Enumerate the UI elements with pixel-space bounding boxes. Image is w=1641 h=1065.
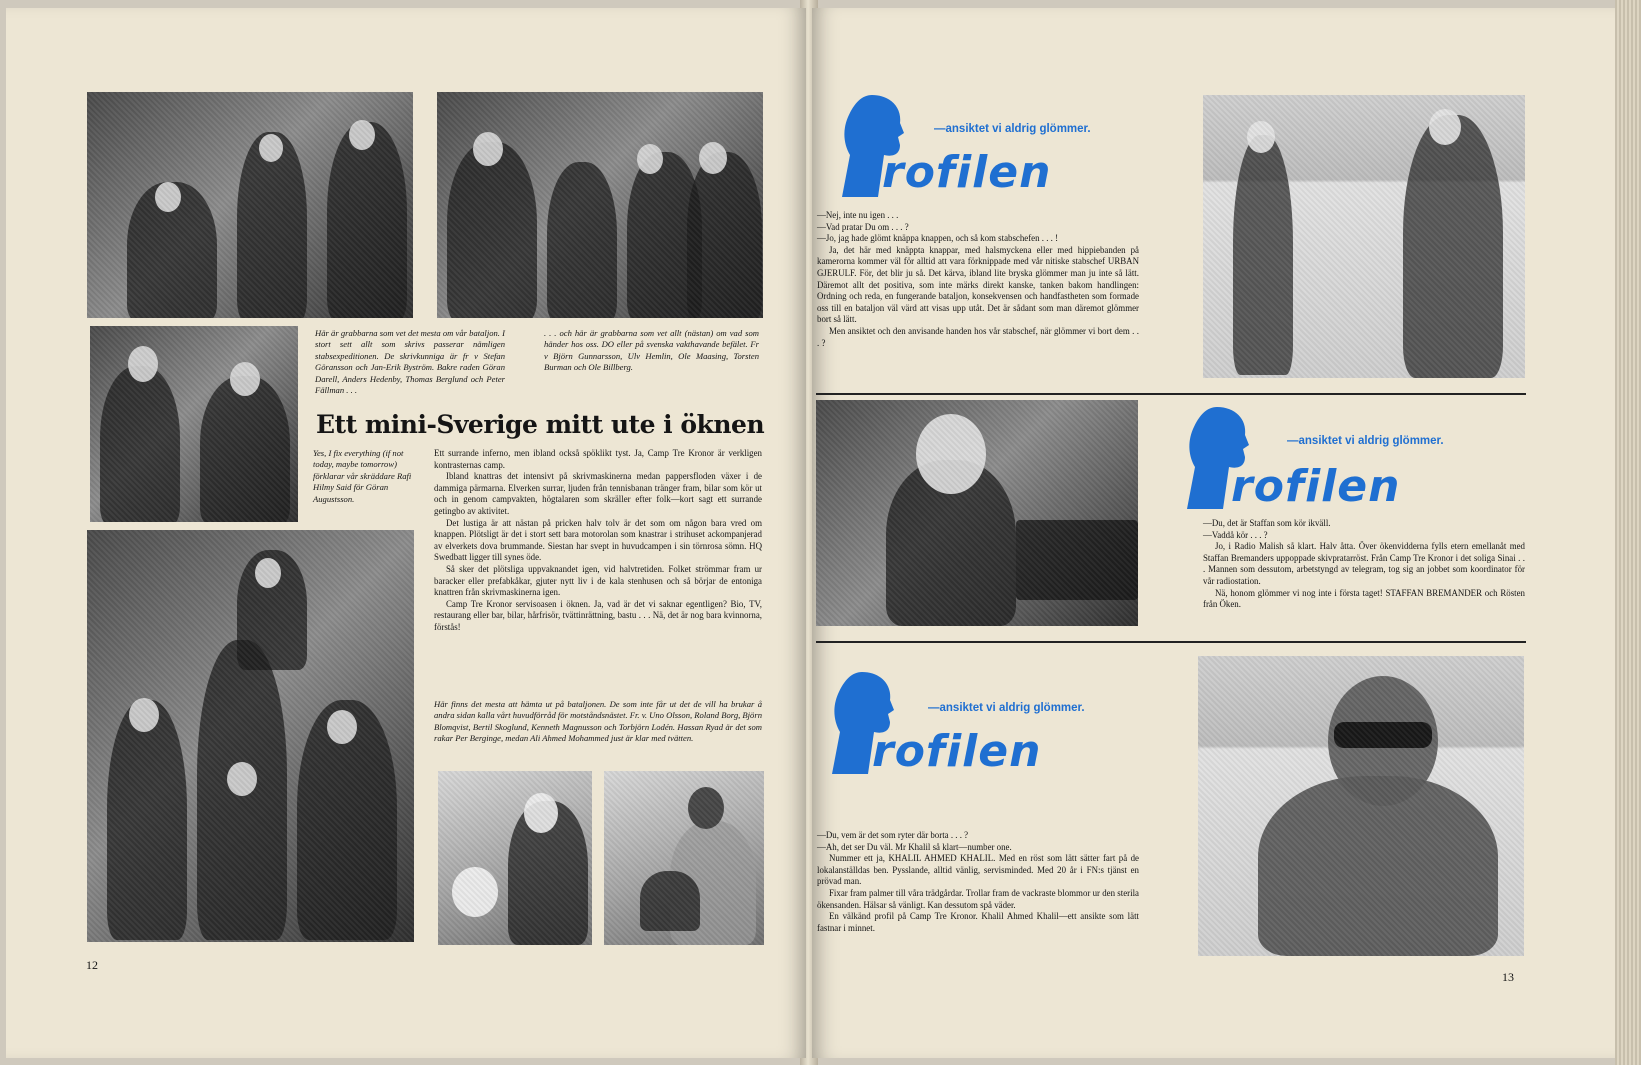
page-number-left: 12 <box>86 958 98 972</box>
logo-word: rofilen <box>882 147 1052 198</box>
photo-staff-office <box>87 92 413 318</box>
section-divider <box>816 641 1526 643</box>
profile-line: —Vaddå kör . . . ? <box>1203 529 1268 540</box>
photo-khalil <box>1198 656 1524 956</box>
caption-staff-office: Här är grabbarna som vet det mesta om vår bataljon. I stort sett allt som skrivs passerar nämligen stabsexpeditionen. De skrivkunniga är fr v Stefan Göransson och Jan-Erik Byström. Bakre raden Göran Darell, Anders Hedenby, Thomas Berglund och Peter Fällman . . . <box>315 328 505 396</box>
page-edges <box>1615 0 1641 1065</box>
profile-line: —Du, det är Staffan som kör ikväll. <box>1203 518 1331 528</box>
caption-tailor: Yes, I fix everything (if not today, maybe tomorrow) förklarar vår skräddare Rafi Hilmy Said för Göran Augustsson. <box>313 448 412 504</box>
photo-duty-officers <box>437 92 763 318</box>
logo-tagline: —ansiktet vi aldrig glömmer. <box>1287 435 1444 447</box>
photo-stabschef <box>1203 95 1525 378</box>
caption-duty-officers: . . . och här är grabbarna som vet allt (nästan) om vad som händer hos oss. DO eller på svenska vakthavande befälet. Fr v Björn Gunnarsson, Ulv Hemlin, Ole Maasing, Torsten Burman och Ole Billberg. <box>544 328 759 373</box>
article-headline: Ett mini-Sverige mitt ute i öknen <box>316 410 765 439</box>
article-paragraph: Ibland knattras det intensivt på skrivmaskinerna medan pappersfloden växer i de dammiga pärmarna. Elverken surrar, ljuden från tennisbanan tränger fram, bilar som kör ut och in genom campvakten, högtalaren som skräller efter folk—kort sagt ett surrande getingbo av aktivitet. <box>434 471 762 516</box>
page-number-right: 13 <box>1502 970 1514 984</box>
logo-word: rofilen <box>1231 461 1401 512</box>
section-divider <box>816 393 1526 395</box>
article-body <box>434 448 762 634</box>
profile-text-2 <box>1203 518 1525 611</box>
profilen-logo <box>842 93 1142 203</box>
photo-barber <box>438 771 592 945</box>
profilen-logo <box>1187 405 1487 515</box>
left-page <box>6 8 806 1058</box>
logo-tagline: —ansiktet vi aldrig glömmer. <box>934 123 1091 135</box>
article-paragraph: Det lustiga är att nästan på pricken halv tolv är det som om någon bara vred om knappen. Plötsligt är det i stort sett bara motorolan som knastrar i strihuset ackompanjerad av elverkets dova brummande. Siestan har svept in huvudcampen i sin törnrosa sömn. HQ Swedbatt ligger till synes öde. <box>434 517 762 563</box>
logo-tagline: —ansiktet vi aldrig glömmer. <box>928 702 1085 714</box>
article-paragraph: Så sker det plötsliga uppvaknandet igen, vid halvtretiden. Folket strömmar fram ur baracker eller prefabkåkar, gjuter nytt liv i de kala stenhusen och så börjar de entoniga knattren från skrivmaskinerna igen. <box>434 563 762 598</box>
profile-text-1 <box>817 210 1139 349</box>
profile-line: —Vad pratar Du om . . . ? <box>817 221 909 232</box>
photo-tailor <box>90 326 298 522</box>
profile-line: —Nej, inte nu igen . . . <box>817 210 899 220</box>
profile-line: Nä, honom glömmer vi nog inte i första taget! STAFFAN BREMANDER och Rösten från Öken. <box>1203 587 1525 610</box>
profile-line: —Du, vem är det som ryter där borta . . . ? <box>817 830 969 840</box>
profile-line: Fixar fram palmer till våra trädgårdar. Trollar fram de vackraste blommor ur den sterila ökensanden. Hälsar så vänligt. Kan dessutom spå väder. <box>817 887 1139 910</box>
photo-supply-store-group <box>87 530 414 942</box>
photo-laundry <box>604 771 764 945</box>
profile-line: En välkänd profil på Camp Tre Kronor. Khalil Ahmed Khalil—ett ansikte som lätt fastnar i minnet. <box>817 911 1139 933</box>
caption-supply-store: Här finns det mesta att hämta ut på bataljonen. De som inte får ut det de vill ha brukar å andra sidan kalla vårt huvudförråd för motståndsnästet. Fr. v. Uno Olsson, Roland Borg, Björn Blomqvist, Bertil Skoglund, Kenneth Magnusson och Torbjörn Lodén. Hassan Ryad är det som rakar Per Berginge, medan Ali Ahmed Mohammed just är klar med tvätten. <box>434 699 762 744</box>
profile-line: Jo, i Radio Malish så klart. Halv åtta. Över ökenvidderna fylls etern emellanåt med Staffan Bremanders uppoppade skivpratarröst. Från Camp Tre Kronor i det soliga Sinai . . . Mannen som dessutom, arbetstyngd av telegram, tog sig an jobbet som koordinator för vår radiostation. <box>1203 541 1525 586</box>
profile-line: Ja, det här med knäppta knappar, med halsmyckena eller med hippiebanden på kamerorna kommer väl för alltid att vara förknippade med vår nitiske stabschef URBAN GJERULF. För, det blir ju så. Det kärva, ibland lite bryska glömmer man ju inte så lätt. Däremot allt det positiva, som inte märks direkt kanske, tanken bakom handlingen: Ordning och reda, en fungerande bataljon, konsekvensen och handfastheten som formade oss till en bataljon väl värd att visas upp utåt. Det är sådant som man däremot glömmer bort så lätt. <box>817 244 1139 325</box>
article-paragraph: Camp Tre Kronor servisoasen i öknen. Ja, vad är det vi saknar egentligen? Bio, TV, restaurang eller bar, bilar, hårfrisör, tvättinrättning, bastu . . . Nä, det är nog bara kvinnorna, förstås! <box>434 598 762 632</box>
profile-line: —Ah, det ser Du väl. Mr Khalil så klart—number one. <box>817 841 1012 852</box>
profile-line: Nummer ett ja, KHALIL AHMED KHALIL. Med en röst som lätt sätter fart på de lokalanställdas ben. Pysslande, alltid vänlig, servisminded. Med 20 år i FN:s tjänst en prövad man. <box>817 853 1139 887</box>
right-page <box>812 8 1615 1058</box>
profile-line: —Jo, jag hade glömt knäppa knappen, och så kom stabschefen . . . ! <box>817 233 1059 244</box>
logo-word: rofilen <box>872 726 1042 777</box>
photo-radio-malish <box>816 400 1138 626</box>
profile-line: Men ansiktet och den anvisande handen hos vår stabschef, när glömmer vi bort dem . . . ? <box>817 325 1139 348</box>
profilen-logo <box>832 670 1132 780</box>
article-paragraph: Ett surrande inferno, men ibland också spöklikt tyst. Ja, Camp Tre Kronor är verkligen kontrasternas camp. <box>434 448 762 470</box>
profile-text-3 <box>817 830 1139 934</box>
